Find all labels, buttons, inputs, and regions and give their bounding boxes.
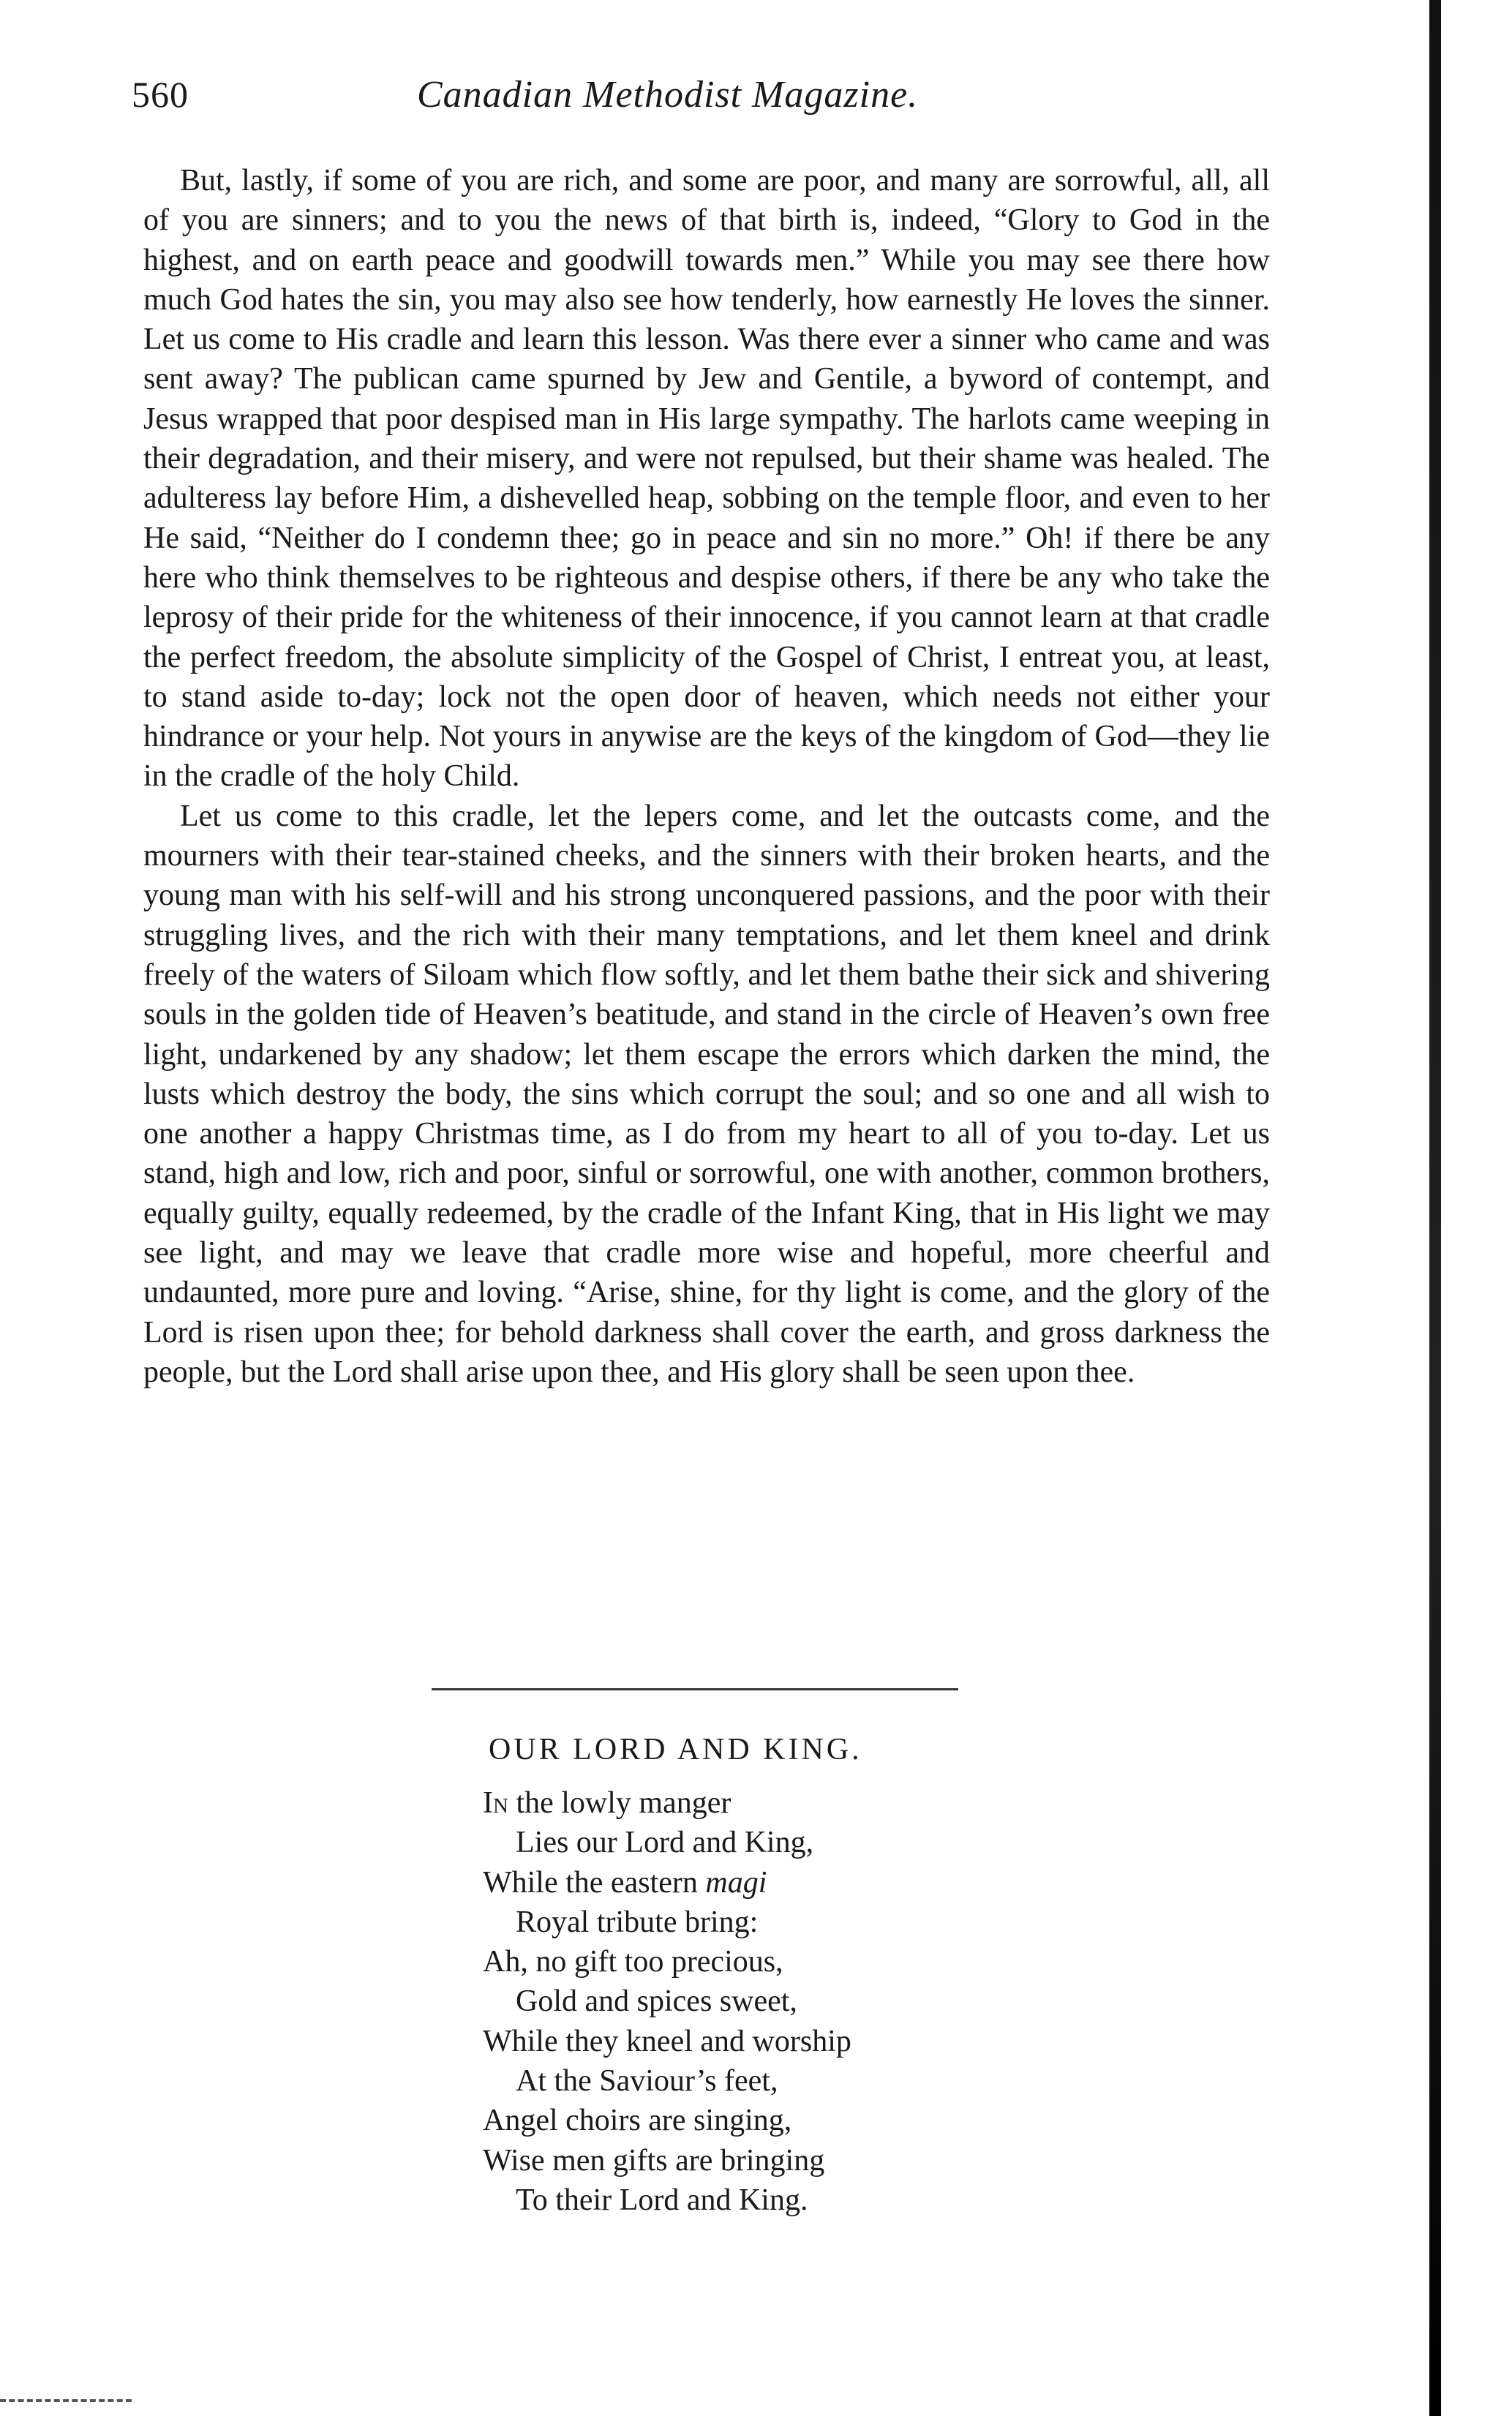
poem-line bbox=[483, 1863, 851, 1903]
poem-line-text: Ah, no gift too precious, bbox=[483, 1945, 783, 1979]
section-divider bbox=[432, 1688, 958, 1690]
poem-italic-word: magi bbox=[705, 1865, 767, 1900]
poem-line bbox=[483, 1783, 851, 1823]
running-head bbox=[132, 73, 1229, 132]
paragraph: But, lastly, if some of you are rich, and some are poor, and many are sorrowful, all, all of you are sinners; and to you the news of that birth is, indeed, “Glory to God in the highest, and on earth peace and goodwill towards men.” While you may see there how much God hates the sin, you may also see how tenderly, how earnestly He loves the sinner. Let us come to His cradle and learn this lesson. Was there ever a sinner who came and was sent away? The publican came spurned by Jew and Gentile, a byword of contempt, and Jesus wrapped that poor despised man in His large sympathy. The harlots came weeping in their degradation, and their misery, and were not repulsed, but their shame was healed. The adulteress lay before Him, a dishevelled heap, sobbing on the temple floor, and even to her He said, “Neither do I condemn thee; go in peace and sin no more.” Oh! if there be any here who think themselves to be righteous and despise others, if there be any who take the leprosy of their pride for the whiteness of their innocence, if you cannot learn at that cradle the perfect freedom, the absolute simplicity of the Gospel of Christ, I entreat you, at least, to stand aside to-day; lock not the open door of heaven, which needs not either your hindrance or your help. Not yours in anywise are the keys of the kingdom of God—they lie in the cradle of the holy Child. bbox=[143, 164, 1270, 794]
poem-line-text: At the Saviour’s feet, bbox=[516, 2064, 778, 2099]
poem-line bbox=[483, 2180, 851, 2220]
poem-line bbox=[483, 1942, 851, 1982]
poem-line bbox=[483, 2061, 851, 2101]
paragraph: Let us come to this cradle, let the lepers come, and let the outcasts come, and the mourners with their tear-stained cheeks, and the sinners with their broken hearts, and the young man with his self-will and his strong unconquered passions, and the poor with their struggling lives, and the rich with their many temptations, and let them kneel and drink freely of the waters of Siloam which flow softly, and let them bathe their sick and shivering souls in the golden tide of Heaven’s beatitude, and stand in the circle of Heaven’s own free light, undarkened by any shadow; let them escape the errors which darken the mind, the lusts which destroy the body, the sins which corrupt the soul; and so one and all wish to one another a happy Christmas time, as I do from my heart to all of you to-day. Let us stand, high and low, rich and poor, sinful or sorrowful, one with another, common brothers, equally guilty, equally redeemed, by the cradle of the Infant King, that in His light we may see light, and may we leave that cradle more wise and hopeful, more cheerful and undaunted, more pure and loving. “Arise, shine, for thy light is come, and the glory of the Lord is risen upon thee; for behold darkness shall cover the earth, and gross darkness the people, but the Lord shall arise upon thee, and His glory shall be seen upon thee. bbox=[143, 799, 1270, 1389]
scan-artifact bbox=[0, 2399, 132, 2402]
poem-line bbox=[483, 2101, 851, 2140]
poem-line bbox=[483, 1982, 851, 2021]
poem-line-text: Angel choirs are singing, bbox=[483, 2104, 792, 2138]
poem-line-text: Lies our Lord and King, bbox=[516, 1826, 814, 1860]
poem-line bbox=[483, 2022, 851, 2061]
poem-line-text: While the eastern bbox=[483, 1865, 706, 1900]
scan-edge bbox=[1429, 0, 1441, 2416]
poem-line-text: To their Lord and King. bbox=[516, 2183, 808, 2217]
page-number: 560 bbox=[132, 74, 189, 115]
poem-line-text: Wise men gifts are bringing bbox=[483, 2143, 825, 2178]
poem-line bbox=[483, 1903, 851, 1942]
poem bbox=[483, 1783, 851, 2220]
article-body bbox=[143, 161, 1270, 1392]
poem-line-text: While they kneel and worship bbox=[483, 2024, 851, 2058]
poem-line-text: Gold and spices sweet, bbox=[516, 1984, 797, 2019]
poem-line-text: Royal tribute bring: bbox=[516, 1905, 759, 1939]
poem-line-text: the lowly manger bbox=[508, 1786, 731, 1820]
poem-initial-word: In bbox=[483, 1786, 508, 1820]
poem-line bbox=[483, 2141, 851, 2180]
poem-title: OUR LORD AND KING. bbox=[489, 1733, 862, 1766]
journal-title: Canadian Methodist Magazine. bbox=[417, 74, 919, 116]
poem-line bbox=[483, 1823, 851, 1862]
